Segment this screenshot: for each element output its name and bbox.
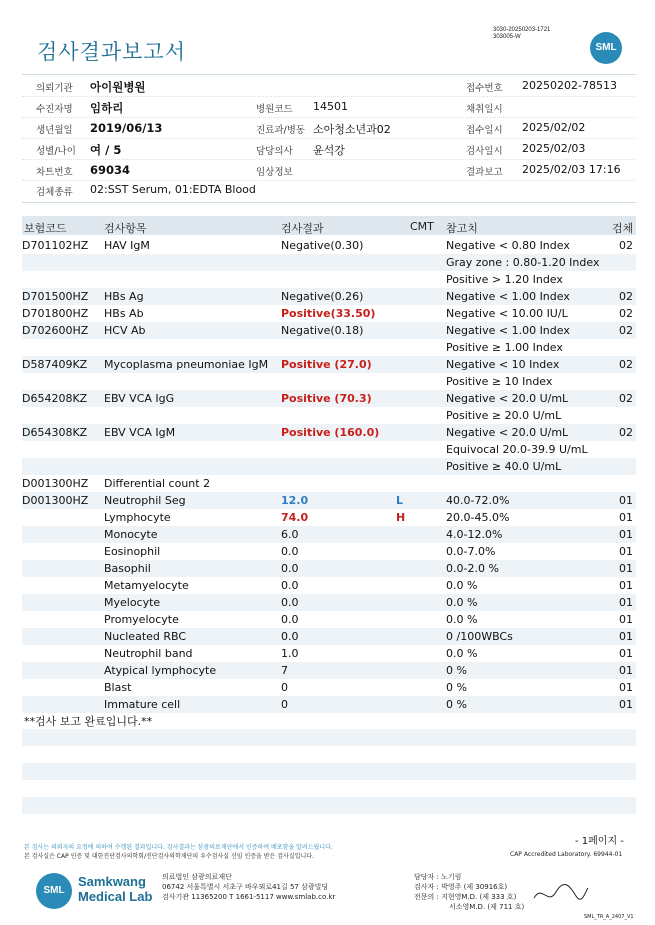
info-divider xyxy=(22,202,636,203)
document-code xyxy=(493,27,550,41)
cell-cmt: L xyxy=(396,494,404,507)
cell-specimen: 01 xyxy=(619,664,633,677)
cell-item: Lymphocyte xyxy=(104,511,171,524)
cell-item: HBs Ag xyxy=(104,290,144,303)
cell-reference: Negative < 20.0 U/mL xyxy=(446,392,569,405)
cell-result: 7 xyxy=(281,664,288,677)
cell-item: Promyelocyte xyxy=(104,613,179,626)
cell-code: D654208KZ xyxy=(22,392,88,405)
empty-row-stripe xyxy=(22,797,636,814)
cell-reference: Equivocal 20.0-39.9 U/mL xyxy=(446,443,588,456)
lab-address-block xyxy=(162,872,335,902)
footer-note-2: 본 검사실은 CAP 인증 및 대한진단검사의학회/진단검사의학재단의 우수검사실 신임 인증을 받은 검사실입니다. xyxy=(24,853,314,860)
cell-reference: Positive ≥ 40.0 U/mL xyxy=(446,460,562,473)
cell-specimen: 02 xyxy=(619,307,633,320)
info-value-hospital-code: 14501 xyxy=(313,100,348,113)
cell-reference: Positive ≥ 10 Index xyxy=(446,375,553,388)
cell-specimen: 01 xyxy=(619,596,633,609)
info-value-specimen: 02:SST Serum, 01:EDTA Blood xyxy=(90,183,256,196)
cell-reference: 0.0 % xyxy=(446,596,478,609)
lab-name-line-2: Medical Lab xyxy=(78,889,153,904)
cell-item: Nucleated RBC xyxy=(104,630,187,643)
cell-reference: 0 % xyxy=(446,664,467,677)
cell-reference: Negative < 0.80 Index xyxy=(446,239,570,252)
cell-result: Negative(0.26) xyxy=(281,290,364,303)
info-label-birth: 생년월일 xyxy=(36,125,73,136)
header-specimen: 검체 xyxy=(612,222,634,235)
info-value-receipt-date: 2025/02/02 xyxy=(522,121,586,134)
cell-reference: 0.0 % xyxy=(446,613,478,626)
empty-row-stripe xyxy=(22,729,636,746)
cell-reference: 0 % xyxy=(446,698,467,711)
cell-code: D587409KZ xyxy=(22,358,88,371)
cell-reference: Gray zone : 0.80-1.20 Index xyxy=(446,256,600,269)
page-title: 검사결과보고서 xyxy=(37,40,187,64)
info-value-report-date: 2025/02/03 17:16 xyxy=(522,163,621,176)
cell-reference: 0.0-7.0% xyxy=(446,545,496,558)
cell-specimen: 01 xyxy=(619,647,633,660)
cell-result: 0 xyxy=(281,698,288,711)
info-label-doctor: 담당의사 xyxy=(256,146,293,157)
cell-code: D701102HZ xyxy=(22,239,89,252)
info-label-test-date: 검사일시 xyxy=(466,146,503,157)
manager-name: 노기림 xyxy=(441,873,462,881)
cell-item: Neutrophil Seg xyxy=(104,494,186,507)
cell-reference: 0 /100WBCs xyxy=(446,630,513,643)
cell-item: HCV Ab xyxy=(104,324,146,337)
specialist-label: 전문의 : xyxy=(414,893,439,901)
info-label-hospital-code: 병원코드 xyxy=(256,104,293,115)
cell-reference: Positive ≥ 1.00 Index xyxy=(446,341,563,354)
cell-reference: 20.0-45.0% xyxy=(446,511,510,524)
cell-item: Mycoplasma pneumoniae IgM xyxy=(104,358,269,371)
header-reference: 참고치 xyxy=(446,222,478,235)
cell-specimen: 02 xyxy=(619,324,633,337)
cell-specimen: 02 xyxy=(619,239,633,252)
cell-specimen: 01 xyxy=(619,511,633,524)
cell-item: EBV VCA IgG xyxy=(104,392,175,405)
cell-reference: 0 % xyxy=(446,681,467,694)
cell-result: 1.0 xyxy=(281,647,299,660)
cap-accreditation: CAP Accredited Laboratory. 69944-01 xyxy=(510,851,623,858)
lab-address: 06742 서울특별시 서초구 바우뫼로41길 57 삼광빌딩 xyxy=(162,883,329,891)
info-row-separator xyxy=(22,96,636,97)
cell-item: HAV IgM xyxy=(104,239,150,252)
completion-note: **검사 보고 완료입니다.** xyxy=(24,715,153,728)
footer-note-1: 본 검사는 의뢰자의 요청에 의하여 수행된 결과입니다. 검사결과는 삼광의료재단에서 인증하여 배포함을 알려드립니다. xyxy=(24,844,333,851)
cell-specimen: 02 xyxy=(619,290,633,303)
cell-specimen: 02 xyxy=(619,358,633,371)
info-value-dept: 소아청소년과02 xyxy=(313,123,391,136)
cell-specimen: 02 xyxy=(619,392,633,405)
cell-code: D001300HZ xyxy=(22,494,89,507)
cell-result: Positive (70.3) xyxy=(281,392,372,405)
cell-item: Metamyelocyte xyxy=(104,579,189,592)
cell-specimen: 01 xyxy=(619,579,633,592)
header-divider xyxy=(22,74,636,75)
cell-result: 74.0 xyxy=(281,511,309,524)
cell-item: Blast xyxy=(104,681,132,694)
cell-reference: Positive > 1.20 Index xyxy=(446,273,563,286)
info-label-clinical: 임상정보 xyxy=(256,167,293,178)
cell-specimen: 02 xyxy=(619,426,633,439)
cell-item: HBs Ab xyxy=(104,307,144,320)
cell-item: Myelocyte xyxy=(104,596,161,609)
info-row-separator xyxy=(22,180,636,181)
cell-specimen: 01 xyxy=(619,630,633,643)
signature-stroke xyxy=(534,884,588,899)
cell-reference: 40.0-72.0% xyxy=(446,494,510,507)
info-value-doctor: 윤석강 xyxy=(313,144,345,157)
cell-result: 0.0 xyxy=(281,596,299,609)
info-label-report: 결과보고 xyxy=(466,167,503,178)
signature-image xyxy=(530,880,590,908)
cell-reference: Negative < 20.0 U/mL xyxy=(446,426,569,439)
cell-result: 0.0 xyxy=(281,579,299,592)
cell-result: Negative(0.30) xyxy=(281,239,364,252)
cell-code: D701800HZ xyxy=(22,307,89,320)
info-label-receipt-no: 접수번호 xyxy=(466,83,503,94)
cell-result: Positive (160.0) xyxy=(281,426,380,439)
cell-item: Basophil xyxy=(104,562,151,575)
cell-reference: Negative < 1.00 Index xyxy=(446,324,570,337)
footer-sml-logo: SML xyxy=(36,873,72,909)
cell-specimen: 01 xyxy=(619,494,633,507)
info-label-collection-date: 채취일시 xyxy=(466,104,503,115)
specialist-1: 지현영M.D. (제 333 호) xyxy=(441,893,517,901)
cell-result: Positive (27.0) xyxy=(281,358,372,371)
info-label-institution: 의뢰기관 xyxy=(36,83,73,94)
cell-result: 6.0 xyxy=(281,528,299,541)
cell-specimen: 01 xyxy=(619,698,633,711)
cell-result: Negative(0.18) xyxy=(281,324,364,337)
cell-result: Positive(33.50) xyxy=(281,307,376,320)
cell-specimen: 01 xyxy=(619,613,633,626)
lab-name-line-1: Samkwang xyxy=(78,874,146,889)
tester-label: 검사자 : xyxy=(414,883,439,891)
info-label-receipt-date: 접수일시 xyxy=(466,125,503,136)
info-label-sex-age: 성별/나이 xyxy=(36,146,76,157)
cell-specimen: 01 xyxy=(619,528,633,541)
cell-reference: Positive ≥ 20.0 U/mL xyxy=(446,409,562,422)
cell-result: 0.0 xyxy=(281,562,299,575)
info-value-patient: 임하리 xyxy=(90,101,124,115)
info-row-separator xyxy=(22,138,636,139)
header-result: 검사결과 xyxy=(281,222,324,235)
info-value-sex-age: 여 / 5 xyxy=(90,143,122,157)
header-item: 검사항목 xyxy=(104,222,147,235)
cell-reference: Negative < 1.00 Index xyxy=(446,290,570,303)
cell-item: Eosinophil xyxy=(104,545,161,558)
cell-result: 0.0 xyxy=(281,613,299,626)
cell-result: 12.0 xyxy=(281,494,309,507)
cell-reference: Negative < 10 Index xyxy=(446,358,560,371)
lab-org: 의료법인 삼광의료재단 xyxy=(162,873,232,881)
page-number: - 1페이지 - xyxy=(575,836,624,847)
cell-result: 0.0 xyxy=(281,545,299,558)
cell-item: Neutrophil band xyxy=(104,647,193,660)
info-label-patient: 수진자명 xyxy=(36,104,73,115)
cell-code: D001300HZ xyxy=(22,477,89,490)
sml-logo: SML xyxy=(590,32,622,64)
cell-reference: 0.0 % xyxy=(446,647,478,660)
cell-code: D654308KZ xyxy=(22,426,88,439)
cell-result: 0 xyxy=(281,681,288,694)
info-label-dept: 진료과/병동 xyxy=(256,125,306,136)
document-code-line-1: 3030-20250203-1721 xyxy=(493,27,551,33)
cell-code: D701500HZ xyxy=(22,290,89,303)
cell-reference: Negative < 10.00 IU/L xyxy=(446,307,568,320)
cell-item: Atypical lymphocyte xyxy=(104,664,217,677)
cell-item: Differential count 2 xyxy=(104,477,211,490)
info-value-chart-no: 69034 xyxy=(90,163,131,177)
cell-cmt: H xyxy=(396,511,406,524)
lab-name xyxy=(78,874,152,904)
cell-specimen: 01 xyxy=(619,681,633,694)
document-code-line-2: 303005-W xyxy=(493,34,521,40)
cell-item: Immature cell xyxy=(104,698,181,711)
info-row-separator xyxy=(22,159,636,160)
manager-label: 담당자 : xyxy=(414,873,439,881)
cell-reference: 0.0 % xyxy=(446,579,478,592)
cell-specimen: 01 xyxy=(619,562,633,575)
info-label-chart-no: 차트번호 xyxy=(36,167,73,178)
empty-row-stripe xyxy=(22,763,636,780)
cell-item: EBV VCA IgM xyxy=(104,426,176,439)
info-value-receipt-no: 20250202-78513 xyxy=(522,79,617,92)
cell-item: Monocyte xyxy=(104,528,158,541)
info-row-separator xyxy=(22,117,636,118)
lab-contact: 검사기관 11365200 T 1661-5117 www.smlab.co.kr xyxy=(162,893,336,901)
info-value-birth: 2019/06/13 xyxy=(90,121,163,135)
cell-code: D702600HZ xyxy=(22,324,89,337)
cell-specimen: 01 xyxy=(619,545,633,558)
header-code: 보험코드 xyxy=(24,222,67,235)
info-label-specimen: 검체종류 xyxy=(36,187,73,198)
specialist-2: 서소영M.D. (제 711 호) xyxy=(449,903,525,911)
cell-result: 0.0 xyxy=(281,630,299,643)
cell-reference: 0.0-2.0 % xyxy=(446,562,499,575)
cell-reference: 4.0-12.0% xyxy=(446,528,503,541)
info-value-test-date: 2025/02/03 xyxy=(522,142,586,155)
form-code: SML_TR_A_2407_V1 xyxy=(584,914,634,920)
signatories xyxy=(414,872,524,912)
info-value-institution: 아이원병원 xyxy=(90,80,146,94)
tester-name: 박영주 (제 30916호) xyxy=(441,883,508,891)
header-cmt: CMT xyxy=(410,220,434,233)
